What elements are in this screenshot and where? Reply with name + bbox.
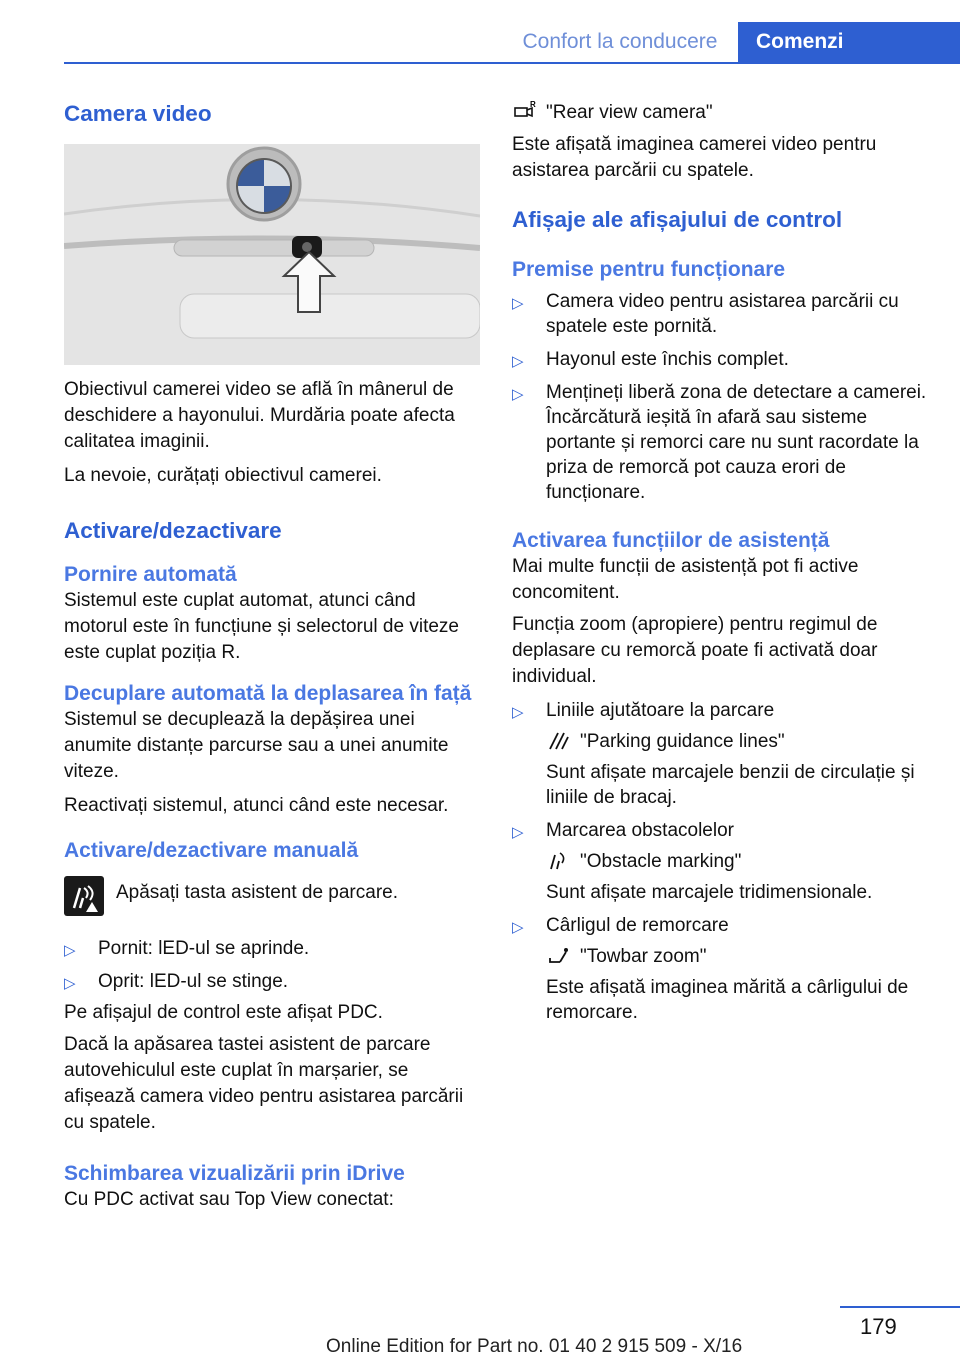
header-tab: Comenzi	[738, 22, 960, 62]
paragraph: Mai multe funcții de asistență pot fi active concomitent.	[512, 556, 859, 603]
option-description: Sunt afișate marcajele tridimensionale.	[546, 882, 873, 903]
bullet-triangle-icon: ▷	[64, 942, 76, 959]
tailgate-illustration	[64, 144, 480, 365]
left-column	[64, 100, 480, 1213]
header-section: Confort la conducere	[505, 22, 735, 62]
heading-afisaje: Afișaje ale afișajului de control	[512, 207, 843, 232]
svg-text:R: R	[530, 100, 536, 109]
footer-rule	[840, 1306, 960, 1308]
option-label: "Parking guidance lines"	[512, 729, 932, 754]
option-description: Este afișată imaginea mărită a cârligului de remorcare.	[546, 977, 909, 1023]
edition-text: Online Edition for Part no. 01 40 2 915 509 - X/16	[326, 1336, 743, 1357]
heading-schimbare: Schimbarea vizualizării prin iDrive	[64, 1162, 405, 1185]
parking-lines-icon	[546, 729, 572, 751]
paragraph: La nevoie, curățați obiectivul camerei.	[64, 465, 382, 486]
paragraph: Funcția zoom (apropiere) pentru regimul de deplasare cu remorcă poate fi activată doar individual.	[512, 614, 878, 687]
rear-view-label: R "Rear view camera"	[512, 100, 932, 126]
bullet-triangle-icon: ▷	[64, 975, 76, 992]
heading-activare: Activare/dezactivare	[64, 518, 282, 543]
paragraph: Sistemul se decuplează la depășirea unei anumite distanțe parcurse sau a unei anumite viteze.	[64, 709, 449, 782]
heading-premise: Premise pentru funcționare	[512, 258, 786, 281]
list-item: ▷ Liniile ajutătoare la parcare	[512, 698, 932, 723]
bullet-triangle-icon: ▷	[512, 386, 524, 403]
paragraph: Dacă la apăsarea tastei asistent de parcare autovehiculul este cuplat în marșarier, se afișează camera video pentru asistarea parcării cu spatele.	[64, 1034, 464, 1133]
option-label: "Obstacle marking"	[512, 849, 932, 874]
parking-assist-button-icon	[64, 876, 104, 916]
heading-camera: Camera video	[64, 101, 212, 126]
bullet-triangle-icon: ▷	[512, 824, 524, 841]
paragraph: Sistemul este cuplat automat, atunci când motorul este în funcțiune și selectorul de viteze este cuplat poziția R.	[64, 590, 459, 663]
paragraph: Este afișată imaginea camerei video pentru asistarea parcării cu spatele.	[512, 134, 877, 181]
paragraph: Obiectivul camerei video se află în mânerul de deschidere a hayonului. Murdăria poate afecta calitatea imaginii.	[64, 379, 455, 452]
paragraph: Pe afișajul de control este afișat PDC.	[64, 1002, 383, 1023]
list-item: ▷ Pornit: lED-ul se aprinde.	[64, 936, 480, 961]
bullet-triangle-icon: ▷	[512, 353, 524, 370]
rear-view-camera-icon	[512, 100, 538, 122]
heading-decuplare: Decuplare automată la deplasarea în față	[64, 682, 472, 705]
bullet-triangle-icon: ▷	[512, 919, 524, 936]
paragraph: Cu PDC activat sau Top View conectat:	[64, 1189, 394, 1210]
camera-photo	[64, 144, 480, 365]
bullet-triangle-icon: ▷	[512, 295, 524, 312]
right-column	[512, 100, 932, 1025]
towbar-zoom-icon	[546, 944, 572, 966]
heading-manual: Activare/dezactivare manuală	[64, 839, 359, 862]
list-item: ▷ Hayonul este închis complet.	[512, 347, 932, 372]
button-row	[64, 876, 480, 930]
paragraph: Reactivați sistemul, atunci când este necesar.	[64, 795, 449, 816]
list-item: ▷ Mențineți liberă zona de detectare a camerei. Încărcătură ieșită în afară sau sisteme portante și remorci care nu sunt racordate la priza de remorcă pot cauza erori de funcționare.	[512, 382, 927, 503]
list-item: ▷ Oprit: lED-ul se stinge.	[64, 969, 480, 994]
heading-pornire: Pornire automată	[64, 563, 237, 586]
obstacle-marking-icon	[546, 849, 572, 871]
bullet-triangle-icon: ▷	[512, 704, 524, 721]
heading-activarea: Activarea funcțiilor de asistență	[512, 529, 830, 552]
list-item: ▷ Marcarea obstacolelor	[512, 818, 932, 843]
header-rule	[64, 62, 960, 64]
option-label: "Towbar zoom"	[512, 944, 932, 969]
page-number: 179	[860, 1314, 897, 1339]
page-header	[505, 22, 960, 62]
list-item: ▷ Cârligul de remorcare	[512, 913, 932, 938]
option-description: Sunt afișate marcajele benzii de circulație și liniile de bracaj.	[546, 762, 915, 808]
paragraph: Apăsați tasta asistent de parcare.	[116, 882, 398, 903]
list-item: ▷ Camera video pentru asistarea parcării cu spatele este pornită.	[512, 291, 899, 337]
